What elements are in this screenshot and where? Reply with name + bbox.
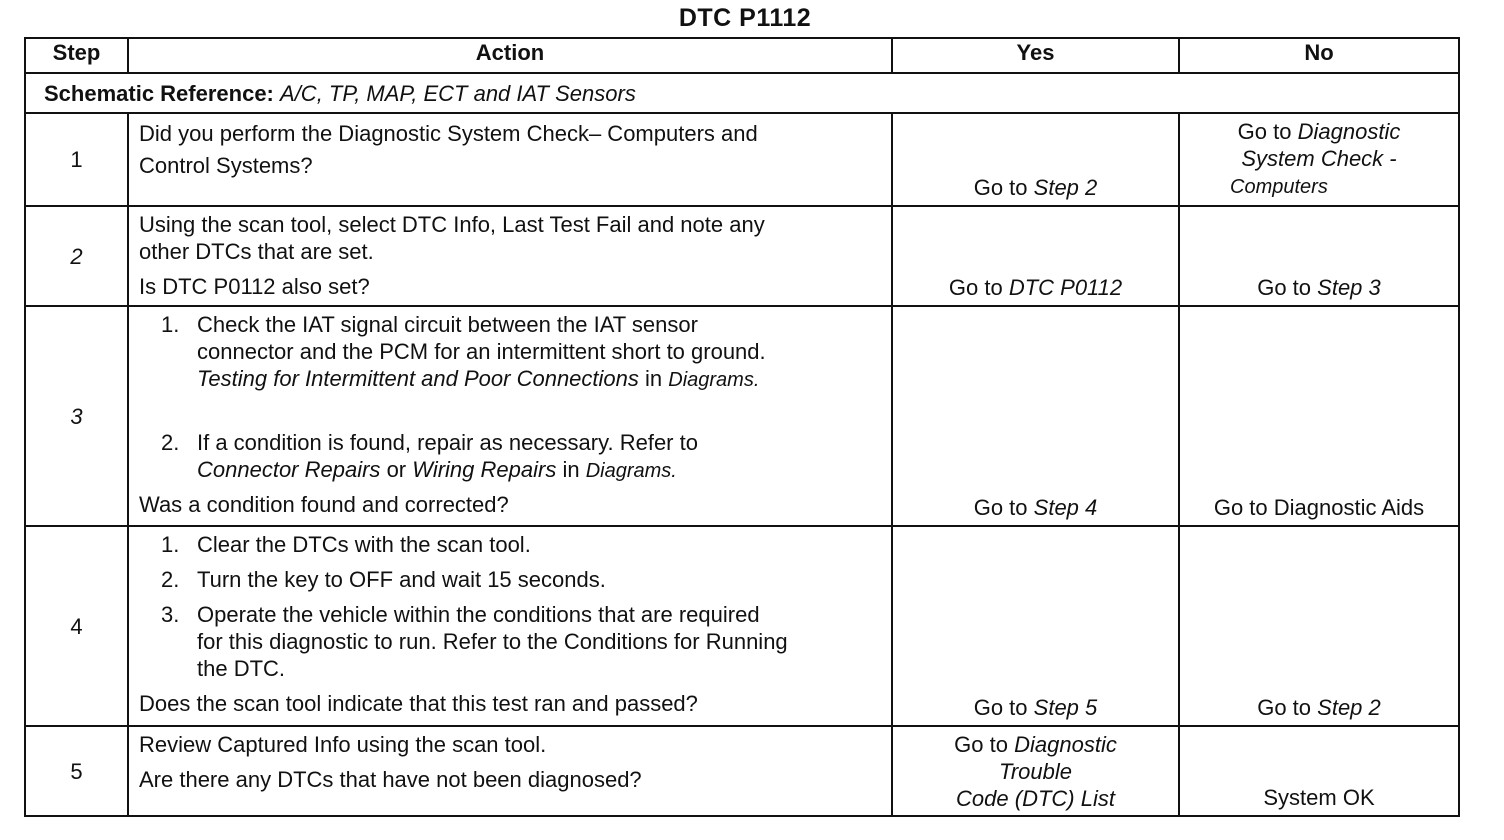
table-row [25,726,1459,816]
no-link: Step 2 [1317,695,1381,720]
action-cell [128,306,892,526]
no-link: Step 3 [1317,275,1381,300]
reference-link: Connector Repairs [197,457,381,482]
schematic-row [25,73,1459,113]
yes-prefix: Go to [973,695,1028,720]
no-prefix: Go to [1237,119,1292,144]
list-item [139,311,881,394]
action-list [139,311,881,485]
header-row [25,38,1459,73]
yes-link: Step 5 [1033,695,1098,720]
action-question: Does the scan tool indicate that this test ran and passed? [139,691,698,716]
action-text: Control Systems? [139,153,313,178]
list-text: Clear the DTCs with the scan tool. [197,532,531,557]
yes-prefix: Go to [954,732,1008,757]
table-row [25,113,1459,206]
header-step: Step [25,38,128,73]
step-number: 3 [70,403,83,429]
list-text: If a condition is found, repair as necessary. Refer to [197,430,698,455]
action-question: Was a condition found and corrected? [139,492,509,517]
list-number: 1. [161,532,180,557]
list-text: Operate the vehicle within the conditions that are required [197,602,760,627]
page-title: DTC P1112 [678,4,812,32]
no-link: System Check - [1241,146,1397,171]
table-row [25,306,1459,526]
table-row [25,206,1459,306]
reference-link: Wiring Repairs [412,457,557,482]
step-cell [25,526,128,726]
yes-cell [892,113,1179,206]
yes-cell [892,306,1179,526]
yes-prefix: Go to [973,175,1028,200]
step-number: 1 [70,147,83,172]
no-prefix: Go to [1257,275,1312,300]
yes-prefix: Go to [973,495,1028,520]
action-cell [128,113,892,206]
action-cell [128,726,892,816]
action-text: other DTCs that are set. [139,239,374,264]
no-text: System OK [1263,785,1375,810]
schematic-label: Schematic Reference: [44,80,274,106]
list-text: Check the IAT signal circuit between the IAT sensor [197,312,698,337]
list-text: or [386,457,407,482]
yes-link: Step 2 [1033,175,1098,200]
step-cell [25,726,128,816]
list-item [139,566,881,593]
no-cell [1179,206,1459,306]
yes-cell [892,526,1179,726]
action-cell [128,206,892,306]
list-text: connector and the PCM for an intermittent short to ground. [197,339,766,364]
step-number: 2 [70,243,83,269]
action-cell [128,526,892,726]
list-text: in [562,457,580,482]
action-text: Using the scan tool, select DTC Info, Last Test Fail and note any [139,212,765,237]
step-cell [25,113,128,206]
yes-link: Code (DTC) List [956,786,1115,811]
list-number: 2. [161,430,180,455]
list-item [139,601,881,682]
schematic-sensors: A/C, TP, MAP, ECT and IAT Sensors [280,80,636,106]
reference-link: Diagrams. [668,369,760,391]
no-cell [1179,526,1459,726]
header-action: Action [128,38,892,73]
no-prefix: Go to [1257,695,1312,720]
step-cell [25,306,128,526]
list-text: the DTC. [197,656,286,681]
yes-link: Diagnostic [1014,732,1117,757]
list-text: for this diagnostic to run. Refer to the Conditions for Running [197,629,788,654]
reference-link: Testing for Intermittent and Poor Connections [197,366,639,391]
no-link: Computers [1230,176,1328,198]
action-question: Is DTC P0112 also set? [139,274,370,299]
yes-link: Step 4 [1033,495,1098,520]
header-yes: Yes [892,38,1179,73]
yes-link: DTC P0112 [1008,275,1123,300]
no-link: Diagnostic [1297,119,1401,144]
yes-prefix: Go to [948,275,1003,300]
list-text: in [645,366,663,391]
step-cell [25,206,128,306]
action-question: Are there any DTCs that have not been diagnosed? [139,767,642,792]
yes-link: Trouble [999,759,1072,784]
step-number: 4 [70,613,83,639]
list-number: 1. [161,312,180,337]
dtc-table [24,37,1460,817]
list-text: Turn the key to OFF and wait 15 seconds. [197,567,606,592]
list-number: 2. [161,567,180,592]
step-number: 5 [70,758,83,784]
table-row [25,526,1459,726]
no-cell [1179,306,1459,526]
action-list [139,531,881,682]
list-item [139,429,881,485]
yes-cell [892,726,1179,816]
action-text: Review Captured Info using the scan tool. [139,732,547,757]
no-cell [1179,726,1459,816]
action-text: Did you perform the Diagnostic System Check– Computers and [139,121,758,146]
header-no: No [1179,38,1459,73]
schematic-reference [25,73,1459,113]
no-cell [1179,113,1459,206]
yes-cell [892,206,1179,306]
list-number: 3. [161,602,180,627]
list-item [139,531,881,558]
no-text: Go to Diagnostic Aids [1213,495,1425,520]
reference-link: Diagrams. [585,460,677,482]
